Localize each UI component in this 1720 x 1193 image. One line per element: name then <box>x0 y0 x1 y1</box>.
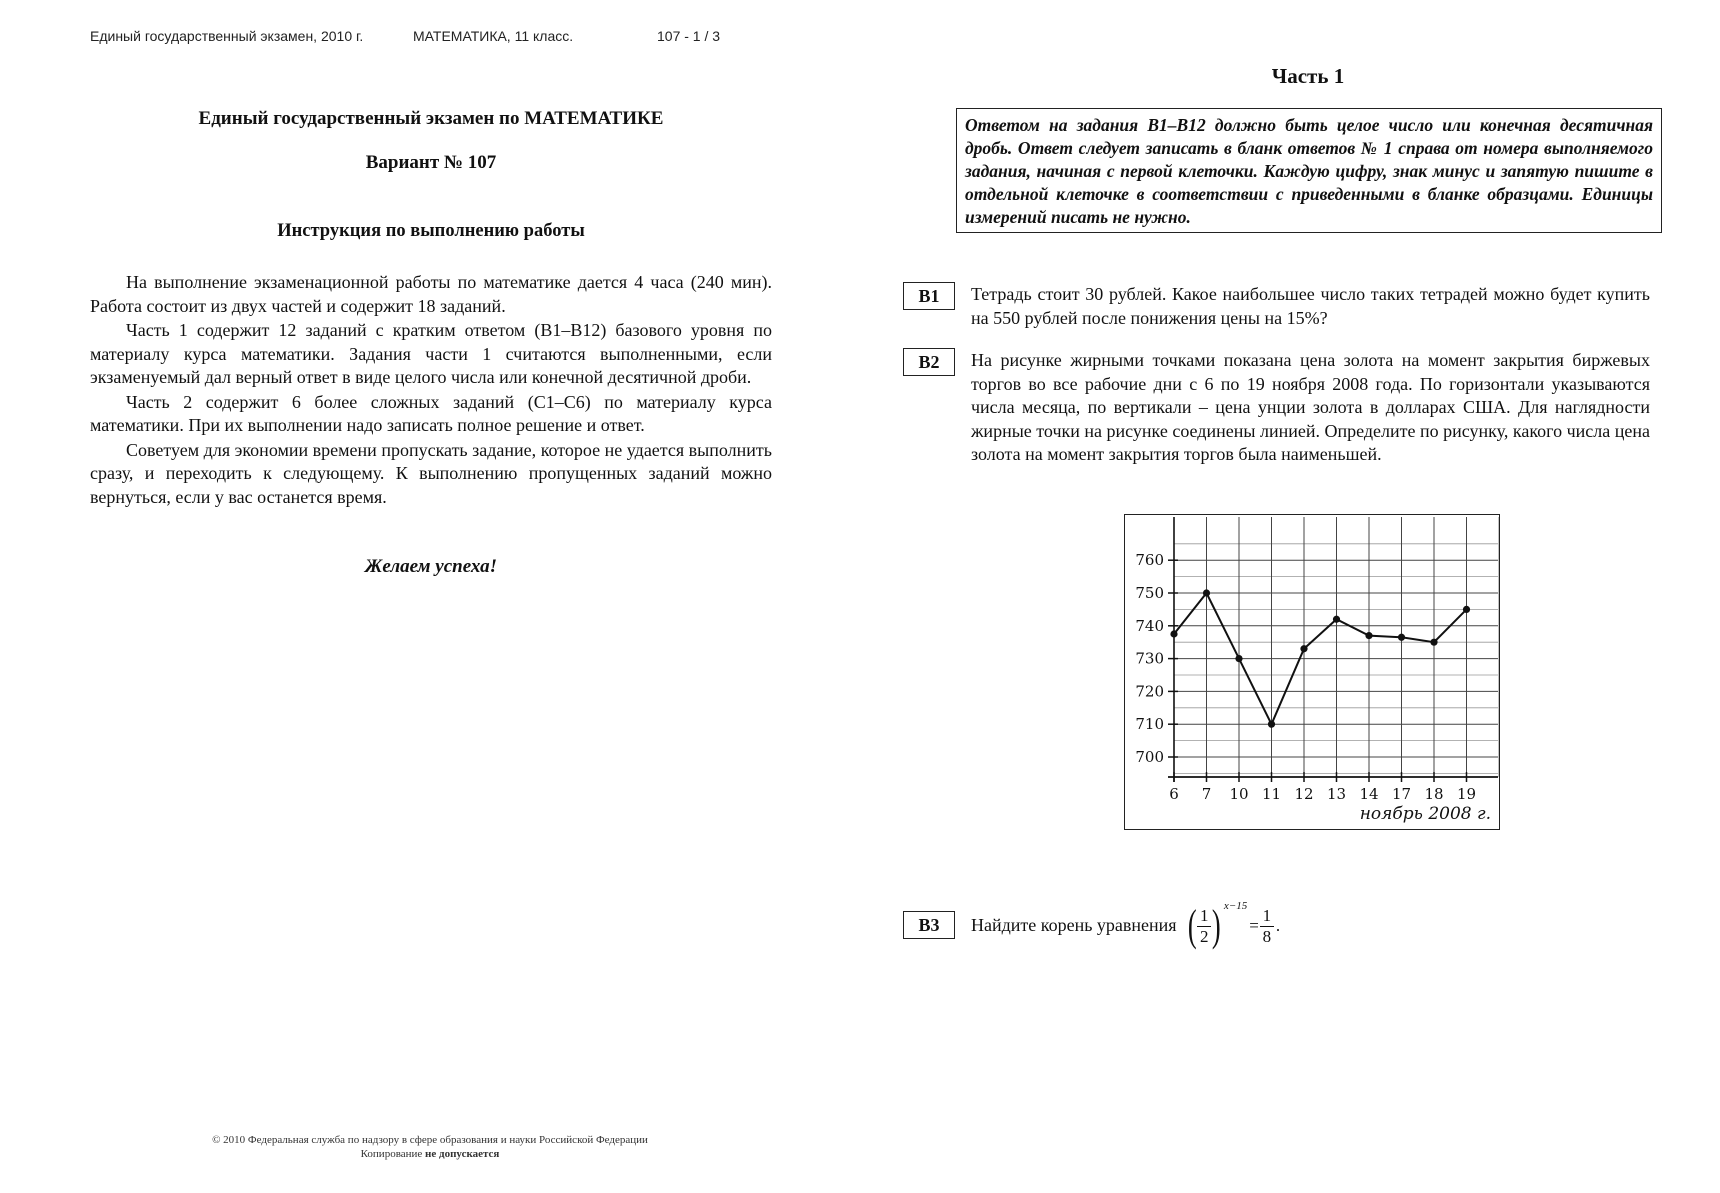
task-text-b3: Найдите корень уравнения ( $\frac{1}{2}$ ) x−15 = $\frac{1}{8}$ . <box>971 900 1281 950</box>
svg-text:7: 7 <box>1201 785 1212 803</box>
footer-line1: © 2010 Федеральная служба по надзору в сфере образования и науки Российской Федерации <box>212 1134 648 1146</box>
task-label-b1: B1 <box>903 282 955 310</box>
svg-text:ноябрь 2008 г.: ноябрь 2008 г. <box>1359 804 1491 824</box>
svg-text:12: 12 <box>1294 785 1314 803</box>
header-subject: МАТЕМАТИКА, 11 класс. <box>413 28 574 44</box>
b3-prompt: Найдите корень уравнения <box>971 915 1177 936</box>
part-title: Часть 1 <box>1271 64 1345 88</box>
svg-text:19: 19 <box>1456 785 1477 803</box>
task-text-b2: На рисунке жирными точками показана цена золота на момент закрытия биржевых торгов во все рабочие дни с 6 по 19 ноября 2008 года. По горизонтали указываются числа месяца, по вертикали – цена унции золота в долларах США. Для наглядности жирные точки на рисунке соединены линией. Определите по рисунку, какого числа цена золота на момент закрытия торгов была наименьшей. <box>971 350 1650 464</box>
header-page: 107 - 1 / 3 <box>657 28 721 44</box>
svg-text:730: 730 <box>1135 649 1164 668</box>
right-paren: ) <box>1212 901 1221 950</box>
copyright-footer <box>150 1133 710 1161</box>
instruction-paragraph: На выполнение экзаменационной работы по математике дается 4 часа (240 мин). Работа состоит из двух частей и содержит 18 заданий. <box>90 272 772 316</box>
svg-text:750: 750 <box>1135 584 1164 602</box>
answer-instructions-box: Ответом на задания B1–B12 должно быть целое число или конечная десятичная дробь. Ответ следует записать в бланк ответов № 1 справа от номера выполняемого задания, начиная с первой клеточки. Каждую цифру, знак минус и запятую пишите в отдельной клеточке в соответствии с приведенными в бланке образцами. Единицы измерений писать не нужно. <box>956 108 1662 233</box>
task-text-b1: Тетрадь стоит 30 рублей. Какое наибольшее число таких тетрадей можно будет купить на 550 рублей после понижения цены на 15%? <box>971 284 1650 328</box>
svg-text:6: 6 <box>1169 785 1179 803</box>
instructions-title: Инструкция по выполнению работы <box>277 221 585 241</box>
task-label-b2: B2 <box>903 348 955 376</box>
rhs-fraction: $\frac{1}{8}$ <box>1260 906 1274 947</box>
footer-line2: Копирование не допускается <box>360 1148 500 1160</box>
svg-text:18: 18 <box>1424 785 1444 803</box>
exam-title: Единый государственный экзамен по МАТЕМАТИКЕ <box>198 108 664 129</box>
svg-text:10: 10 <box>1229 785 1249 803</box>
exponent: x−15 <box>1223 900 1248 912</box>
base-fraction: $\frac{1}{2}$ <box>1197 906 1211 947</box>
instructions-body <box>90 271 772 510</box>
svg-text:13: 13 <box>1326 785 1347 803</box>
line-chart <box>1125 515 1499 829</box>
svg-text:17: 17 <box>1391 785 1412 803</box>
task-label-b3: B3 <box>903 911 955 939</box>
svg-text:11: 11 <box>1261 785 1282 803</box>
gold-price-chart <box>1124 514 1500 830</box>
instruction-paragraph: Часть 2 содержит 6 более сложных заданий (C1–C6) по материалу курса математики. При их выполнении надо записать полное решение и ответ. <box>90 391 772 435</box>
svg-text:700: 700 <box>1135 748 1164 766</box>
instruction-paragraph: Часть 1 содержит 12 заданий с кратким ответом (B1–B12) базового уровня по материалу курса математики. Задания части 1 считаются выполненными, если экзаменуемый дал верный ответ в виде целого числа или конечной десятичной дроби. <box>90 320 772 387</box>
svg-text:760: 760 <box>1135 551 1164 570</box>
svg-text:710: 710 <box>1135 715 1164 734</box>
svg-text:14: 14 <box>1359 785 1379 803</box>
wish-text: Желаем успеха! <box>364 556 498 577</box>
svg-text:740: 740 <box>1135 616 1164 635</box>
svg-text:720: 720 <box>1135 682 1164 701</box>
instruction-paragraph: Советуем для экономии времени пропускать задание, которое не удается выполнить сразу, и переходить к следующему. К выполнению пропущенных заданий можно вернуться, если у вас останется время. <box>90 439 772 507</box>
variant-title: Вариант № 107 <box>365 152 497 173</box>
left-paren: ( <box>1187 901 1197 950</box>
header-exam: Единый государственный экзамен, 2010 г. <box>90 28 364 44</box>
